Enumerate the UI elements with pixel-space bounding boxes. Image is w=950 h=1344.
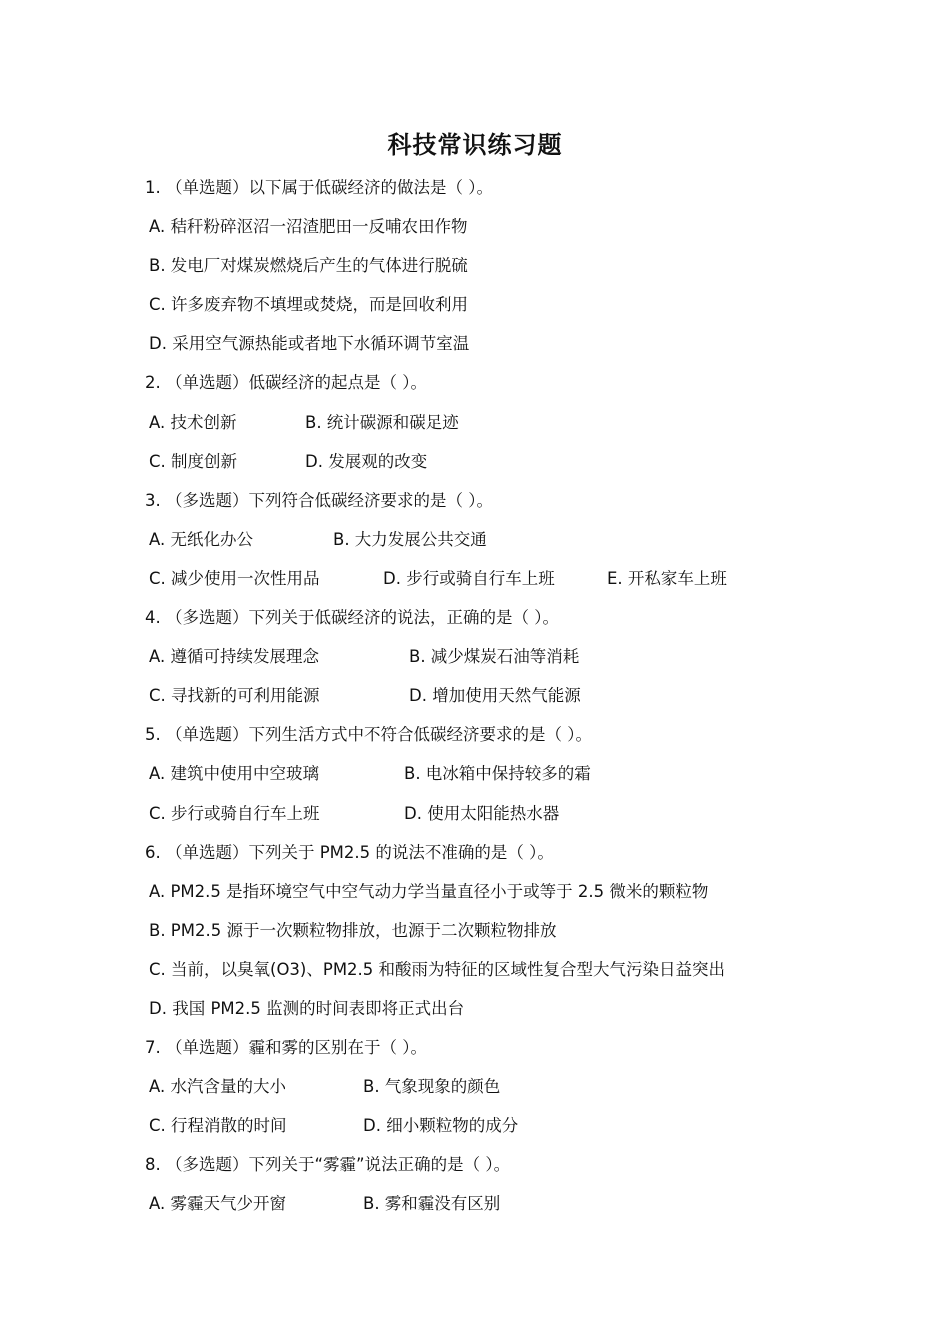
option-b: B. PM2.5 源于一次颗粒物排放，也源于二次颗粒物排放	[149, 920, 557, 940]
question-stem-8: 8. （多选题）下列关于“雾霾”说法正确的是（ ）。	[145, 1155, 511, 1175]
option-row	[145, 524, 925, 563]
option-a: A. 建筑中使用中空玻璃	[149, 764, 319, 784]
option-row	[145, 328, 925, 367]
option-a: A. PM2.5 是指环境空气中空气动力学当量直径小于或等于 2.5 微米的颗粒物	[149, 881, 709, 901]
option-row	[145, 1071, 925, 1110]
option-d: D. 细小颗粒物的成分	[363, 1116, 519, 1136]
option-b: B. 大力发展公共交通	[333, 529, 487, 549]
option-a: A. 雾霾天气少开窗	[149, 1194, 286, 1214]
option-row	[145, 446, 925, 485]
option-d: D. 步行或骑自行车上班	[383, 568, 555, 588]
option-row	[145, 1110, 925, 1149]
option-row	[145, 915, 925, 954]
option-row	[145, 954, 925, 993]
option-row	[145, 641, 925, 680]
option-b: B. 统计碳源和碳足迹	[305, 412, 459, 432]
option-d: D. 我国 PM2.5 监测的时间表即将正式出台	[149, 998, 465, 1018]
option-a: A. 水汽含量的大小	[149, 1077, 286, 1097]
option-row	[145, 798, 925, 837]
option-b: B. 雾和霾没有区别	[363, 1194, 501, 1214]
option-c: C. 制度创新	[149, 451, 238, 471]
question-stem-1: 1. （单选题）以下属于低碳经济的做法是（ ）。	[145, 178, 493, 197]
question-list	[145, 172, 925, 1228]
option-c: C. 减少使用一次性用品	[149, 568, 320, 588]
option-row	[145, 407, 925, 446]
option-d: D. 采用空气源热能或者地下水循环调节室温	[149, 334, 470, 354]
option-b: B. 发电厂对煤炭燃烧后产生的气体进行脱硫	[149, 256, 468, 276]
option-row	[145, 680, 925, 719]
option-row	[145, 211, 925, 250]
option-a: A. 无纸化办公	[149, 529, 253, 549]
option-c: C. 行程消散的时间	[149, 1116, 287, 1136]
option-d: D. 使用太阳能热水器	[404, 803, 560, 823]
option-b: B. 气象现象的颜色	[363, 1077, 501, 1097]
option-row	[145, 1188, 925, 1227]
option-row	[145, 250, 925, 289]
option-e: E. 开私家车上班	[607, 568, 727, 588]
option-c: C. 寻找新的可利用能源	[149, 686, 320, 706]
question-stem-7: 7. （单选题）霾和雾的区别在于（ ）。	[145, 1038, 427, 1058]
question-stem-5: 5. （单选题）下列生活方式中不符合低碳经济要求的是（ ）。	[145, 725, 592, 745]
question-stem-2: 2. （单选题）低碳经济的起点是（ ）。	[145, 373, 427, 393]
option-a: A. 秸秆粉碎沤沼一沼渣肥田一反哺农田作物	[149, 217, 468, 237]
option-row	[145, 563, 925, 602]
option-b: B. 电冰箱中保持较多的霜	[404, 764, 591, 784]
option-row	[145, 758, 925, 797]
question-stem-6: 6. （单选题）下列关于 PM2.5 的说法不准确的是（ ）。	[145, 842, 554, 862]
question-stem-3: 3. （多选题）下列符合低碳经济要求的是（ ）。	[145, 490, 493, 510]
option-c: C. 步行或骑自行车上班	[149, 803, 320, 823]
option-b: B. 减少煤炭石油等消耗	[409, 647, 580, 667]
option-d: D. 增加使用天然气能源	[409, 686, 581, 706]
option-row	[145, 876, 925, 915]
option-row	[145, 993, 925, 1032]
option-d: D. 发展观的改变	[305, 451, 428, 471]
option-a: A. 技术创新	[149, 412, 237, 432]
page-title: 科技常识练习题	[387, 131, 563, 159]
question-stem-4: 4. （多选题）下列关于低碳经济的说法，正确的是（ ）。	[145, 608, 559, 628]
option-a: A. 遵循可持续发展理念	[149, 647, 319, 667]
option-c: C. 当前，以臭氧(O3)、PM2.5 和酸雨为特征的区域性复合型大气污染日益突出	[149, 959, 726, 979]
option-c: C. 许多废弃物不填埋或焚烧，而是回收利用	[149, 295, 469, 315]
option-row	[145, 289, 925, 328]
